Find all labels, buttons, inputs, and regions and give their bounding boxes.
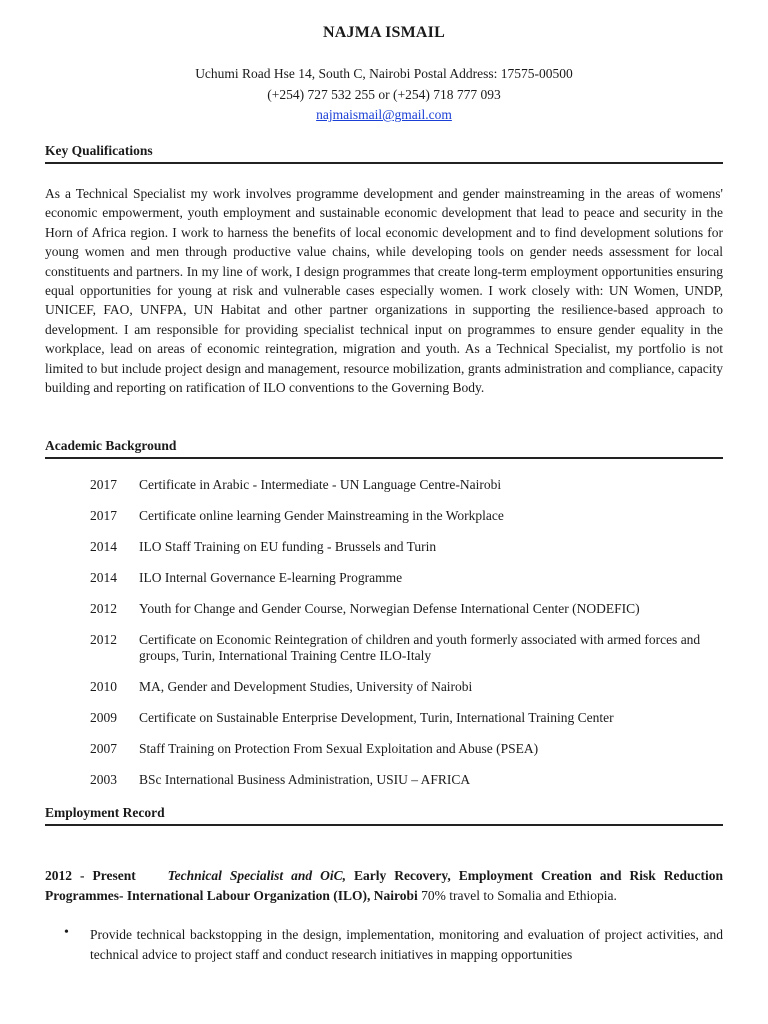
academic-year: 2012 xyxy=(90,632,117,647)
academic-year: 2017 xyxy=(90,508,117,523)
key-qualifications-heading: Key Qualifications xyxy=(45,143,723,164)
academic-year: 2003 xyxy=(90,772,117,787)
academic-desc: Youth for Change and Gender Course, Norwegian Defense International Center (NODEFIC) xyxy=(139,601,640,616)
candidate-name: NAJMA ISMAIL xyxy=(323,24,445,41)
employment-entry-heading xyxy=(45,866,723,906)
academic-desc: MA, Gender and Development Studies, University of Nairobi xyxy=(139,679,473,694)
key-qualifications-text: As a Technical Specialist my work involves programme development and gender mainstreaming in the areas of womens' economic empowerment, youth employment and sustainable economic development that lead to peace and security in the Horn of Africa region. I work to harness the benefits of local economic development and to find development solutions for young women and men through productive value chains, while developing tools on gender needs assessment for local constituents and partners. In my line of work, I design programmes that create long-term employment opportunities ensuring equal opportunities for young at risk and vulnerable cases especially women. I work closely with: UN Women, UNDP, UNICEF, FAO, UNFPA, UN Habitat and other partner organizations in supporting the resilience-based approach to development. I am responsible for providing specialist technical input on programmes to ensure gender equality in the workplace, lead on areas of economic reintegration, migration and youth. As a Technical Specialist, my portfolio is not limited to but include project design and management, resource mobilization, grants administration and compliance, capacity building and reporting on ratification of ILO conventions to the Governing Body. xyxy=(45,186,723,396)
academic-background-heading: Academic Background xyxy=(45,438,723,459)
email-link[interactable]: najmaismail@gmail.com xyxy=(316,107,452,122)
academic-year: 2007 xyxy=(90,741,117,756)
academic-desc: ILO Staff Training on EU funding - Brussels and Turin xyxy=(139,539,437,554)
academic-desc: Certificate on Economic Reintegration of children and youth formerly associated with armed forces and groups, Turin, International Training Centre ILO-Italy xyxy=(139,632,701,663)
academic-desc: Certificate online learning Gender Mainstreaming in the Workplace xyxy=(139,508,504,523)
bullet-icon: • xyxy=(64,925,69,940)
email-line xyxy=(0,107,768,123)
employment-travel: 70% travel to Somalia and Ethiopia. xyxy=(421,888,617,903)
academic-year: 2014 xyxy=(90,539,117,554)
academic-desc: ILO Internal Governance E-learning Programme xyxy=(139,570,403,585)
employment-role: Technical Specialist and OiC, xyxy=(167,868,346,883)
employment-period: 2012 - Present xyxy=(45,868,136,883)
employment-record-heading: Employment Record xyxy=(45,805,723,826)
academic-desc: BSc International Business Administration, USIU – AFRICA xyxy=(139,772,471,787)
employment-org: Early Recovery, Employment Creation and Risk Reduction Programmes- International Labour Organization (ILO), Nairobi xyxy=(45,868,723,903)
academic-year: 2009 xyxy=(90,710,117,725)
academic-desc: Staff Training on Protection From Sexual Exploitation and Abuse (PSEA) xyxy=(139,741,539,756)
academic-year: 2010 xyxy=(90,679,117,694)
academic-desc: Certificate in Arabic - Intermediate - UN Language Centre-Nairobi xyxy=(139,477,502,492)
address-line: Uchumi Road Hse 14, South C, Nairobi Postal Address: 17575-00500 xyxy=(195,66,573,81)
academic-year: 2017 xyxy=(90,477,117,492)
academic-year: 2014 xyxy=(90,570,117,585)
phone-line: (+254) 727 532 255 or (+254) 718 777 093 xyxy=(267,87,501,102)
employment-bullet: Provide technical backstopping in the design, implementation, monitoring and evaluation of project activities, and technical advice to project staff and conduct research initiatives in mapping opportunities xyxy=(90,927,723,962)
academic-desc: Certificate on Sustainable Enterprise Development, Turin, International Training Center xyxy=(139,710,614,725)
academic-year: 2012 xyxy=(90,601,117,616)
